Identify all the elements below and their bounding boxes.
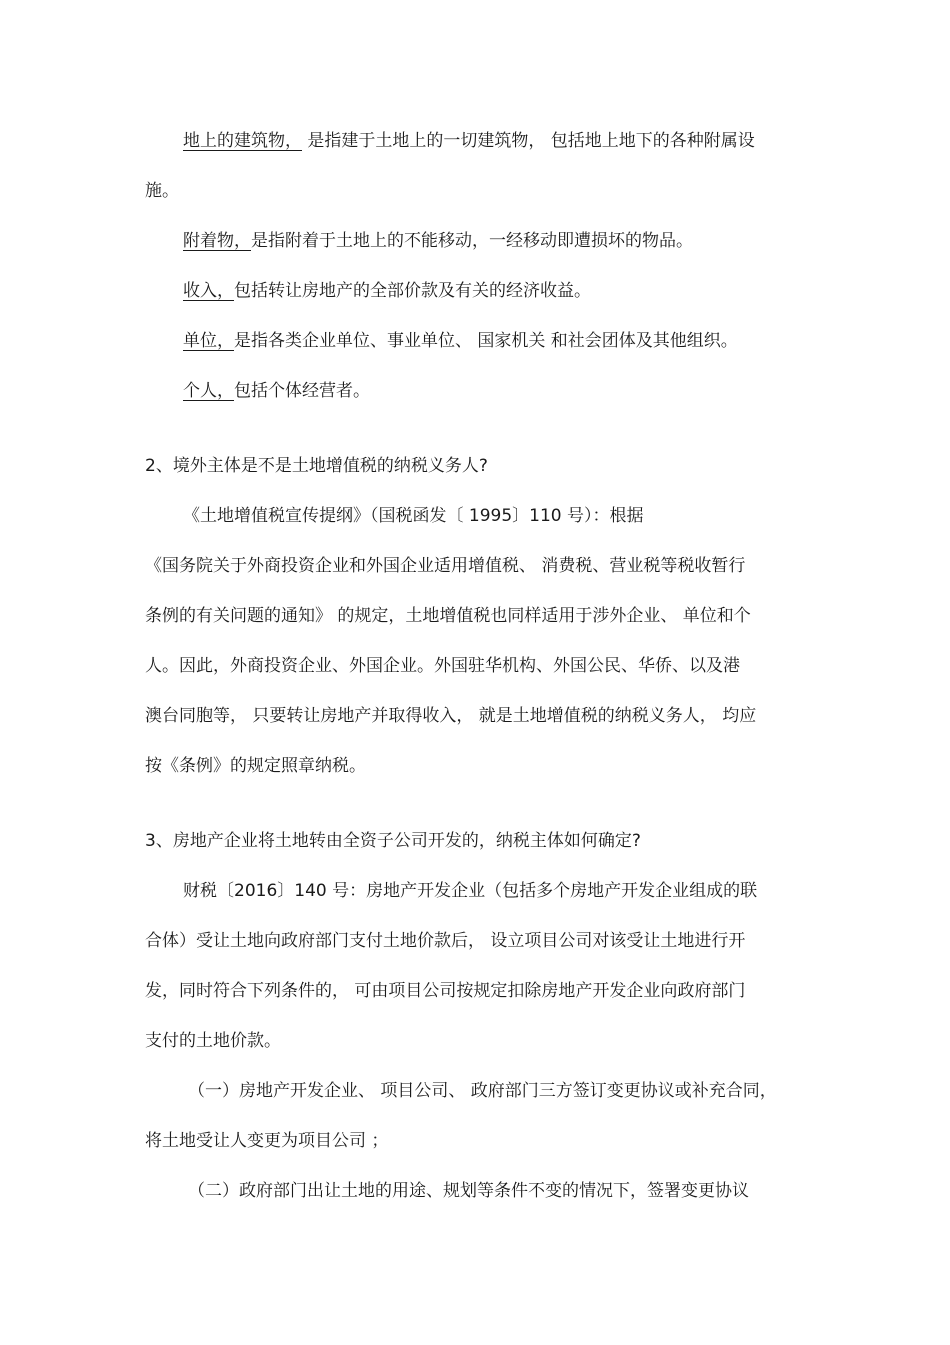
definition-entity: [183, 329, 738, 353]
paragraph-line: 按《条例》的规定照章纳税。: [145, 756, 366, 776]
definition-text: 包括转让房地产的全部价款及有关的经济收益。: [234, 281, 591, 301]
term-individual: 个人，: [183, 381, 234, 401]
paragraph-line: 支付的土地价款。: [145, 1031, 281, 1051]
definition-income: [183, 279, 591, 303]
condition-item-1: （一）房地产开发企业、 项目公司、 政府部门三方签订变更协议或补充合同，: [188, 1081, 777, 1101]
paragraph-line: 财税〔2016〕140 号：房地产开发企业（包括多个房地产开发企业组成的联: [183, 881, 758, 901]
question-3-heading: 3、房地产企业将土地转由全资子公司开发的，纳税主体如何确定?: [145, 831, 641, 851]
definition-text: 是指附着于土地上的不能移动，一经移动即遭损坏的物品。: [251, 231, 693, 251]
paragraph-line: 人。因此，外商投资企业、外国企业。外国驻华机构、外国公民、华侨、以及港: [145, 656, 740, 676]
paragraph-line: 《国务院关于外商投资企业和外国企业适用增值税、 消费税、营业税等税收暂行: [145, 556, 746, 576]
paragraph-line: 《土地增值税宣传提纲》（国税函发〔 1995〕110 号）：根据: [183, 506, 644, 526]
paragraph-line: 澳台同胞等， 只要转让房地产并取得收入， 就是土地增值税的纳税义务人， 均应: [145, 706, 757, 726]
paragraph-continuation: 施。: [145, 181, 179, 201]
definition-text: 包括个体经营者。: [234, 381, 370, 401]
definition-attachments: [183, 229, 693, 253]
question-2-heading: 2、境外主体是不是土地增值税的纳税义务人?: [145, 456, 488, 476]
paragraph-line: 将土地受让人变更为项目公司 ；: [145, 1131, 389, 1151]
paragraph-line: 发，同时符合下列条件的， 可由项目公司按规定扣除房地产开发企业向政府部门: [145, 981, 746, 1001]
term-income: 收入，: [183, 281, 234, 301]
condition-item-2: （二）政府部门出让土地的用途、规划等条件不变的情况下，签署变更协议: [188, 1181, 749, 1201]
definition-text: 是指建于土地上的一切建筑物， 包括地上地下的各种附属设: [307, 131, 755, 151]
definition-text: 是指各类企业单位、事业单位、 国家机关 和社会团体及其他组织。: [234, 331, 738, 351]
definition-buildings: [183, 129, 755, 153]
term-buildings: 地上的建筑物，: [183, 131, 302, 151]
term-attachments: 附着物，: [183, 231, 251, 251]
definition-individual: [183, 379, 370, 403]
term-entity: 单位，: [183, 331, 234, 351]
paragraph-line: 合体）受让土地向政府部门支付土地价款后， 设立项目公司对该受让土地进行开: [145, 931, 746, 951]
paragraph-line: 条例的有关问题的通知》 的规定，土地增值税也同样适用于涉外企业、 单位和个: [145, 606, 751, 626]
